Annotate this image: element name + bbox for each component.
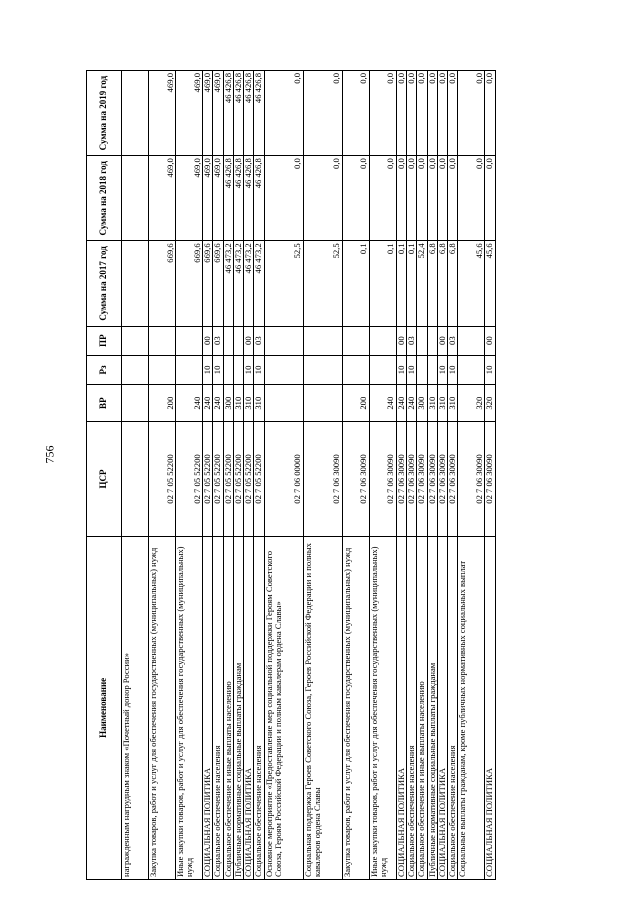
- cell-sum-2018: 0,0: [406, 156, 416, 241]
- cell-sum-2019: 469,0: [176, 71, 203, 156]
- table-row: [244, 71, 254, 880]
- cell-pr: [264, 326, 303, 355]
- cell-rz: 10: [213, 355, 223, 384]
- cell-pr: [427, 326, 437, 355]
- cell-vr: 240: [396, 385, 406, 422]
- cell-sum-2017: 6,8: [427, 241, 437, 326]
- table-row: [458, 71, 485, 880]
- cell-sum-2019: 0,0: [303, 71, 342, 156]
- cell-rz: [342, 355, 369, 384]
- cell-rz: 10: [448, 355, 458, 384]
- cell-sum-2018: 469,0: [203, 156, 213, 241]
- cell-csr: 02 7 06 30090: [448, 422, 458, 536]
- cell-sum-2019: 469,0: [213, 71, 223, 156]
- table-row: [485, 71, 495, 880]
- cell-sum-2018: 0,0: [427, 156, 437, 241]
- cell-sum-2017: 46 473,2: [244, 241, 254, 326]
- page-number: 756: [42, 445, 57, 464]
- cell-sum-2017: 46 473,2: [254, 241, 264, 326]
- cell-rz: 10: [254, 355, 264, 384]
- cell-sum-2019: 0,0: [264, 71, 303, 156]
- cell-rz: [122, 355, 149, 384]
- cell-sum-2019: 0,0: [417, 71, 427, 156]
- cell-sum-2017: 45,6: [485, 241, 495, 326]
- cell-name: Основное мероприятие «Предоставление мер социальной поддержки Героям Советского Союза, Героям Российской Федерации и полным кавалерам ордена Славы»: [264, 536, 303, 879]
- cell-csr: 02 7 05 52200: [149, 422, 176, 536]
- cell-sum-2019: 46 426,8: [233, 71, 243, 156]
- table-row: [233, 71, 243, 880]
- cell-vr: 310: [244, 385, 254, 422]
- header-csr: ЦСР: [87, 422, 122, 536]
- cell-csr: 02 7 05 52200: [244, 422, 254, 536]
- cell-rz: [427, 355, 437, 384]
- cell-name: Социальное обеспечение населения: [254, 536, 264, 879]
- cell-csr: 02 7 05 52200: [176, 422, 203, 536]
- cell-csr: 02 7 05 52200: [254, 422, 264, 536]
- cell-rz: [233, 355, 243, 384]
- cell-name: Социальное обеспечение населения: [406, 536, 416, 879]
- cell-vr: 200: [149, 385, 176, 422]
- budget-table: [86, 70, 496, 880]
- cell-name: СОЦИАЛЬНАЯ ПОЛИТИКА: [396, 536, 406, 879]
- cell-pr: 03: [448, 326, 458, 355]
- cell-sum-2018: 0,0: [448, 156, 458, 241]
- cell-sum-2017: 0,1: [342, 241, 369, 326]
- cell-sum-2018: 46 426,8: [254, 156, 264, 241]
- cell-sum-2019: 0,0: [396, 71, 406, 156]
- cell-vr: 300: [417, 385, 427, 422]
- cell-name: Социальное обеспечение и иные выплаты населению: [417, 536, 427, 879]
- cell-csr: [122, 422, 149, 536]
- cell-pr: [458, 326, 485, 355]
- cell-csr: 02 7 05 52200: [223, 422, 233, 536]
- table-row: [417, 71, 427, 880]
- cell-rz: [223, 355, 233, 384]
- cell-sum-2018: 0,0: [485, 156, 495, 241]
- cell-sum-2017: 0,1: [406, 241, 416, 326]
- cell-sum-2019: 0,0: [448, 71, 458, 156]
- cell-vr: 310: [427, 385, 437, 422]
- cell-name: Социальные выплаты гражданам, кроме публичных нормативных социальных выплат: [458, 536, 485, 879]
- table-row: [213, 71, 223, 880]
- cell-sum-2018: 0,0: [303, 156, 342, 241]
- cell-rz: 10: [437, 355, 447, 384]
- header-name: Наименование: [87, 536, 122, 879]
- cell-sum-2017: 52,5: [264, 241, 303, 326]
- cell-rz: [264, 355, 303, 384]
- cell-pr: [342, 326, 369, 355]
- cell-pr: [417, 326, 427, 355]
- cell-vr: [264, 385, 303, 422]
- cell-sum-2018: 469,0: [149, 156, 176, 241]
- cell-sum-2018: 0,0: [396, 156, 406, 241]
- header-vr: ВР: [87, 385, 122, 422]
- header-sum-2018: Сумма на 2018 год: [87, 156, 122, 241]
- cell-sum-2019: [122, 71, 149, 156]
- table-row: [369, 71, 396, 880]
- cell-sum-2018: 469,0: [176, 156, 203, 241]
- cell-vr: 240: [176, 385, 203, 422]
- cell-pr: [369, 326, 396, 355]
- table-row: [406, 71, 416, 880]
- cell-sum-2018: 0,0: [437, 156, 447, 241]
- table-row: [342, 71, 369, 880]
- cell-name: СОЦИАЛЬНАЯ ПОЛИТИКА: [244, 536, 254, 879]
- cell-pr: [176, 326, 203, 355]
- cell-csr: 02 7 06 30090: [437, 422, 447, 536]
- cell-rz: [303, 355, 342, 384]
- cell-sum-2018: 46 426,8: [223, 156, 233, 241]
- table-row: [203, 71, 213, 880]
- table-row: [254, 71, 264, 880]
- cell-sum-2018: 0,0: [369, 156, 396, 241]
- cell-csr: 02 7 05 52200: [233, 422, 243, 536]
- table-row: [122, 71, 149, 880]
- cell-vr: 320: [485, 385, 495, 422]
- cell-sum-2019: 0,0: [342, 71, 369, 156]
- cell-sum-2017: 45,6: [458, 241, 485, 326]
- cell-sum-2018: 0,0: [264, 156, 303, 241]
- cell-vr: 310: [448, 385, 458, 422]
- cell-vr: 310: [233, 385, 243, 422]
- cell-sum-2019: 46 426,8: [254, 71, 264, 156]
- cell-rz: [176, 355, 203, 384]
- cell-vr: [122, 385, 149, 422]
- cell-pr: 00: [396, 326, 406, 355]
- cell-pr: [233, 326, 243, 355]
- cell-name: Публичные нормативные социальные выплаты гражданам: [233, 536, 243, 879]
- cell-sum-2019: 0,0: [437, 71, 447, 156]
- cell-sum-2019: 469,0: [149, 71, 176, 156]
- cell-pr: 00: [244, 326, 254, 355]
- cell-csr: 02 7 06 00000: [264, 422, 303, 536]
- cell-vr: 240: [369, 385, 396, 422]
- header-pr: ПР: [87, 326, 122, 355]
- cell-csr: 02 7 06 30090: [342, 422, 369, 536]
- cell-sum-2017: 46 473,2: [233, 241, 243, 326]
- cell-pr: 00: [485, 326, 495, 355]
- cell-csr: 02 7 06 30090: [396, 422, 406, 536]
- cell-name: Социальное обеспечение населения: [213, 536, 223, 879]
- cell-sum-2018: 469,0: [213, 156, 223, 241]
- cell-pr: [149, 326, 176, 355]
- cell-rz: [149, 355, 176, 384]
- cell-csr: 02 7 06 30090: [303, 422, 342, 536]
- cell-sum-2018: 46 426,8: [244, 156, 254, 241]
- cell-vr: 240: [203, 385, 213, 422]
- cell-sum-2019: 469,0: [203, 71, 213, 156]
- cell-sum-2017: 669,6: [176, 241, 203, 326]
- cell-rz: 10: [203, 355, 213, 384]
- table-row: [396, 71, 406, 880]
- cell-name: Закупка товаров, работ и услуг для обеспечения государственных (муниципальных) нужд: [342, 536, 369, 879]
- cell-name: Социальное обеспечение и иные выплаты населению: [223, 536, 233, 879]
- cell-pr: [122, 326, 149, 355]
- cell-vr: 310: [437, 385, 447, 422]
- table-row: [303, 71, 342, 880]
- cell-name: СОЦИАЛЬНАЯ ПОЛИТИКА: [485, 536, 495, 879]
- cell-sum-2019: 46 426,8: [244, 71, 254, 156]
- cell-name: Закупка товаров, работ и услуг для обеспечения государственных (муниципальных) нужд: [149, 536, 176, 879]
- cell-sum-2019: 0,0: [458, 71, 485, 156]
- cell-name: Социальное обеспечение населения: [448, 536, 458, 879]
- cell-csr: 02 7 06 30090: [458, 422, 485, 536]
- cell-rz: [417, 355, 427, 384]
- cell-rz: 10: [406, 355, 416, 384]
- cell-csr: 02 7 05 52200: [203, 422, 213, 536]
- cell-pr: [223, 326, 233, 355]
- cell-sum-2017: 669,6: [203, 241, 213, 326]
- cell-sum-2018: 0,0: [417, 156, 427, 241]
- cell-sum-2019: 0,0: [485, 71, 495, 156]
- table-row: [448, 71, 458, 880]
- cell-vr: 320: [458, 385, 485, 422]
- cell-csr: 02 7 05 52200: [213, 422, 223, 536]
- cell-sum-2017: 0,1: [369, 241, 396, 326]
- header-sum-2019: Сумма на 2019 год: [87, 71, 122, 156]
- table-row: [176, 71, 203, 880]
- table-header: [87, 71, 122, 880]
- cell-name: СОЦИАЛЬНАЯ ПОЛИТИКА: [203, 536, 213, 879]
- cell-sum-2017: 6,8: [437, 241, 447, 326]
- table-body: [122, 71, 496, 880]
- table-row: [264, 71, 303, 880]
- cell-rz: 10: [244, 355, 254, 384]
- cell-rz: [369, 355, 396, 384]
- cell-name: Социальная поддержка Героев Советского Союза, Героев Российской Федерации и полных кавалеров ордена Славы: [303, 536, 342, 879]
- cell-name: Публичные нормативные социальные выплаты гражданам: [427, 536, 437, 879]
- cell-vr: 240: [213, 385, 223, 422]
- cell-pr: [303, 326, 342, 355]
- table-row: [223, 71, 233, 880]
- cell-vr: 240: [406, 385, 416, 422]
- header-sum-2017: Сумма на 2017 год: [87, 241, 122, 326]
- cell-pr: 00: [203, 326, 213, 355]
- cell-csr: 02 7 06 30090: [427, 422, 437, 536]
- cell-sum-2018: 0,0: [458, 156, 485, 241]
- cell-sum-2018: 0,0: [342, 156, 369, 241]
- cell-name: награжденным нагрудным знаком «Почетный донор России»: [122, 536, 149, 879]
- cell-sum-2017: 669,6: [213, 241, 223, 326]
- cell-sum-2017: 46 473,2: [223, 241, 233, 326]
- cell-sum-2019: 0,0: [406, 71, 416, 156]
- cell-sum-2017: 0,1: [396, 241, 406, 326]
- cell-name: СОЦИАЛЬНАЯ ПОЛИТИКА: [437, 536, 447, 879]
- cell-vr: 200: [342, 385, 369, 422]
- cell-csr: 02 7 06 30090: [369, 422, 396, 536]
- cell-pr: 03: [254, 326, 264, 355]
- table-row: [149, 71, 176, 880]
- header-rz: Рз: [87, 355, 122, 384]
- cell-sum-2019: 46 426,8: [223, 71, 233, 156]
- cell-csr: 02 7 06 30090: [485, 422, 495, 536]
- cell-vr: [303, 385, 342, 422]
- cell-rz: 10: [396, 355, 406, 384]
- cell-name: Иные закупки товаров, работ и услуг для обеспечения государственных (муниципальных) нужд: [176, 536, 203, 879]
- cell-pr: 03: [213, 326, 223, 355]
- cell-sum-2017: 52,5: [303, 241, 342, 326]
- cell-rz: 10: [485, 355, 495, 384]
- cell-vr: 310: [254, 385, 264, 422]
- table-row: [427, 71, 437, 880]
- cell-pr: 00: [437, 326, 447, 355]
- budget-table-container: [86, 70, 558, 880]
- cell-csr: 02 7 06 30090: [417, 422, 427, 536]
- header-row: [87, 71, 122, 880]
- cell-sum-2018: [122, 156, 149, 241]
- cell-sum-2017: 669,6: [149, 241, 176, 326]
- cell-sum-2017: 6,8: [448, 241, 458, 326]
- cell-name: Иные закупки товаров, работ и услуг для обеспечения государственных (муниципальных) нужд: [369, 536, 396, 879]
- cell-vr: 300: [223, 385, 233, 422]
- cell-sum-2019: 0,0: [369, 71, 396, 156]
- cell-sum-2018: 46 426,8: [233, 156, 243, 241]
- cell-sum-2017: [122, 241, 149, 326]
- table-row: [437, 71, 447, 880]
- cell-sum-2019: 0,0: [427, 71, 437, 156]
- cell-csr: 02 7 06 30090: [406, 422, 416, 536]
- cell-sum-2017: 52,4: [417, 241, 427, 326]
- cell-rz: [458, 355, 485, 384]
- cell-pr: 03: [406, 326, 416, 355]
